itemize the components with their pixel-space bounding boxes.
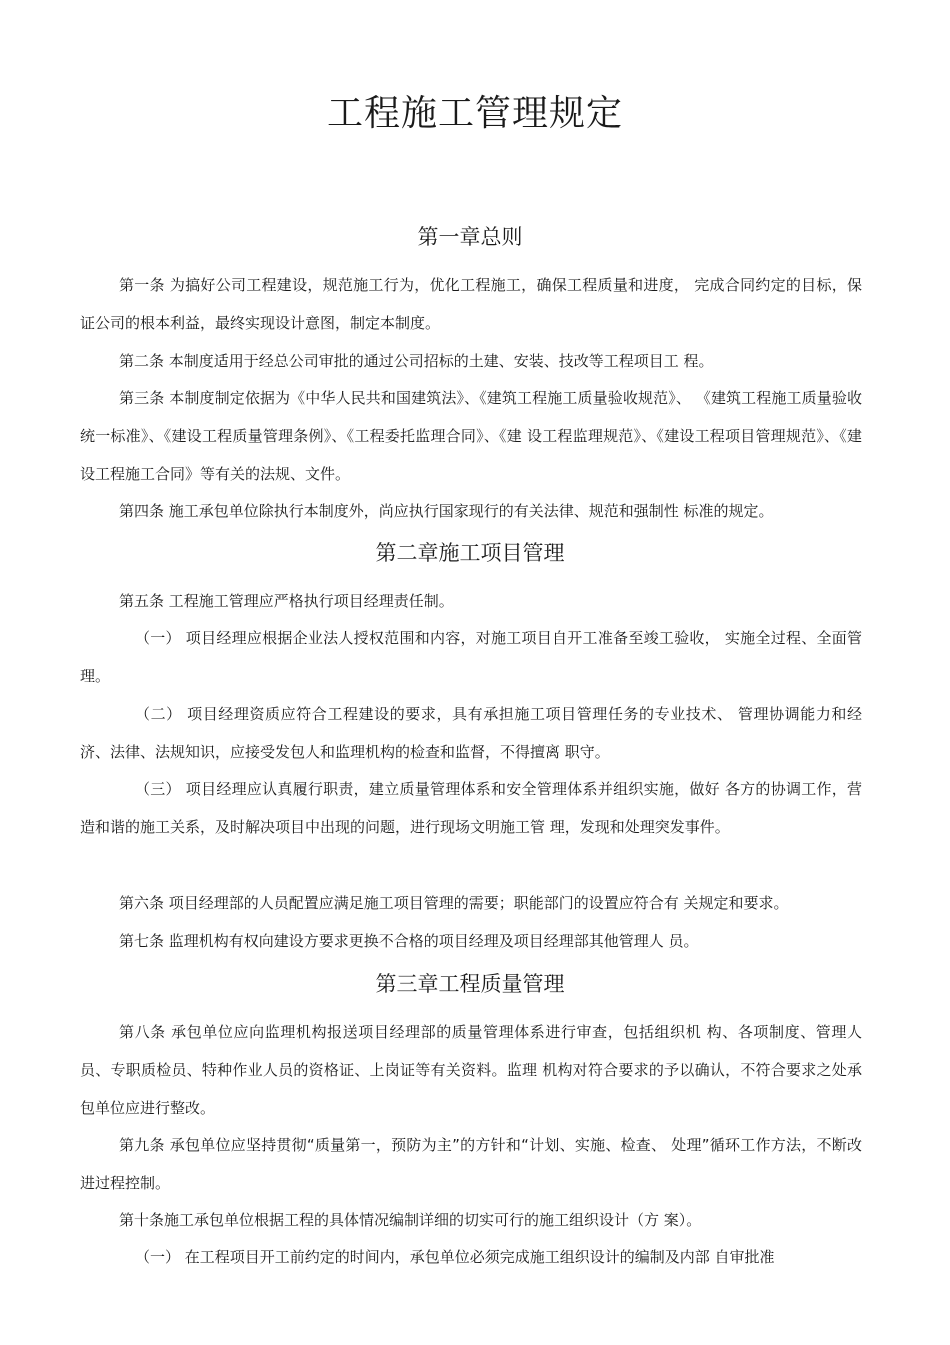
article-10-item-1: （一） 在工程项目开工前约定的时间内，承包单位必须完成施工组织设计的编制及内部 自审批准 bbox=[135, 1248, 775, 1266]
article-10: 第十条施工承包单位根据工程的具体情况编制详细的切实可行的施工组织设计（方 案）。 bbox=[119, 1211, 702, 1229]
article-3: 第三条 本制度制定依据为《中华人民共和国建筑法》、《建筑工程施工质量验收规范》、 《建筑工程施工质量验收统一标准》、《建设工程质量管理条例》、《工程委托监理合同》、《建 设工程监理规范》、《建设工程项目管理规范》、《建设工程施工合同》等有关的法规、文件。 bbox=[80, 389, 862, 483]
article-5-item-2: （二） 项目经理资质应符合工程建设的要求，具有承担施工项目管理任务的专业技术、 管理协调能力和经济、法律、法规知识，应接受发包人和监理机构的检查和监督，不得擅离 职守。 bbox=[80, 705, 862, 761]
article-5-item-1: （一） 项目经理应根据企业法人授权范围和内容，对施工项目自开工准备至竣工验收， 实施全过程、全面管理。 bbox=[80, 629, 862, 685]
article-7: 第七条 监理机构有权向建设方要求更换不合格的项目经理及项目经理部其他管理人 员。 bbox=[119, 932, 699, 950]
article-5-item-3: （三） 项目经理应认真履行职责，建立质量管理体系和安全管理体系并组织实施，做好 各方的协调工作，营造和谐的施工关系，及时解决项目中出现的问题，进行现场文明施工管 理，发现和处理突发事件。 bbox=[80, 780, 862, 836]
article-5: 第五条 工程施工管理应严格执行项目经理责任制。 bbox=[119, 592, 454, 610]
article-8: 第八条 承包单位应向监理机构报送项目经理部的质量管理体系进行审查，包括组织机 构、各项制度、管理人员、专职质检员、特种作业人员的资格证、上岗证等有关资料。监理 机构对符合要求的予以确认，不符合要求之处承包单位应进行整改。 bbox=[80, 1023, 862, 1117]
chapter-heading-1: 第一章总则 bbox=[417, 225, 523, 249]
article-9: 第九条 承包单位应坚持贯彻“质量第一，预防为主”的方针和“计划、实施、检查、 处理”循环工作方法，不断改进过程控制。 bbox=[80, 1136, 862, 1192]
article-6: 第六条 项目经理部的人员配置应满足施工项目管理的需要；职能部门的设置应符合有 关规定和要求。 bbox=[119, 894, 789, 912]
chapter-heading-3: 第三章工程质量管理 bbox=[375, 972, 565, 996]
article-1: 第一条 为搞好公司工程建设，规范施工行为，优化工程施工，确保工程质量和进度， 完成合同约定的目标，保证公司的根本利益，最终实现设计意图，制定本制度。 bbox=[80, 276, 862, 332]
document-title: 工程施工管理规定 bbox=[326, 93, 623, 134]
chapter-heading-2: 第二章施工项目管理 bbox=[375, 541, 565, 565]
article-4: 第四条 施工承包单位除执行本制度外，尚应执行国家现行的有关法律、规范和强制性 标准的规定。 bbox=[119, 502, 774, 520]
article-2: 第二条 本制度适用于经总公司审批的通过公司招标的土建、安装、技改等工程项目工 程。 bbox=[119, 352, 714, 370]
